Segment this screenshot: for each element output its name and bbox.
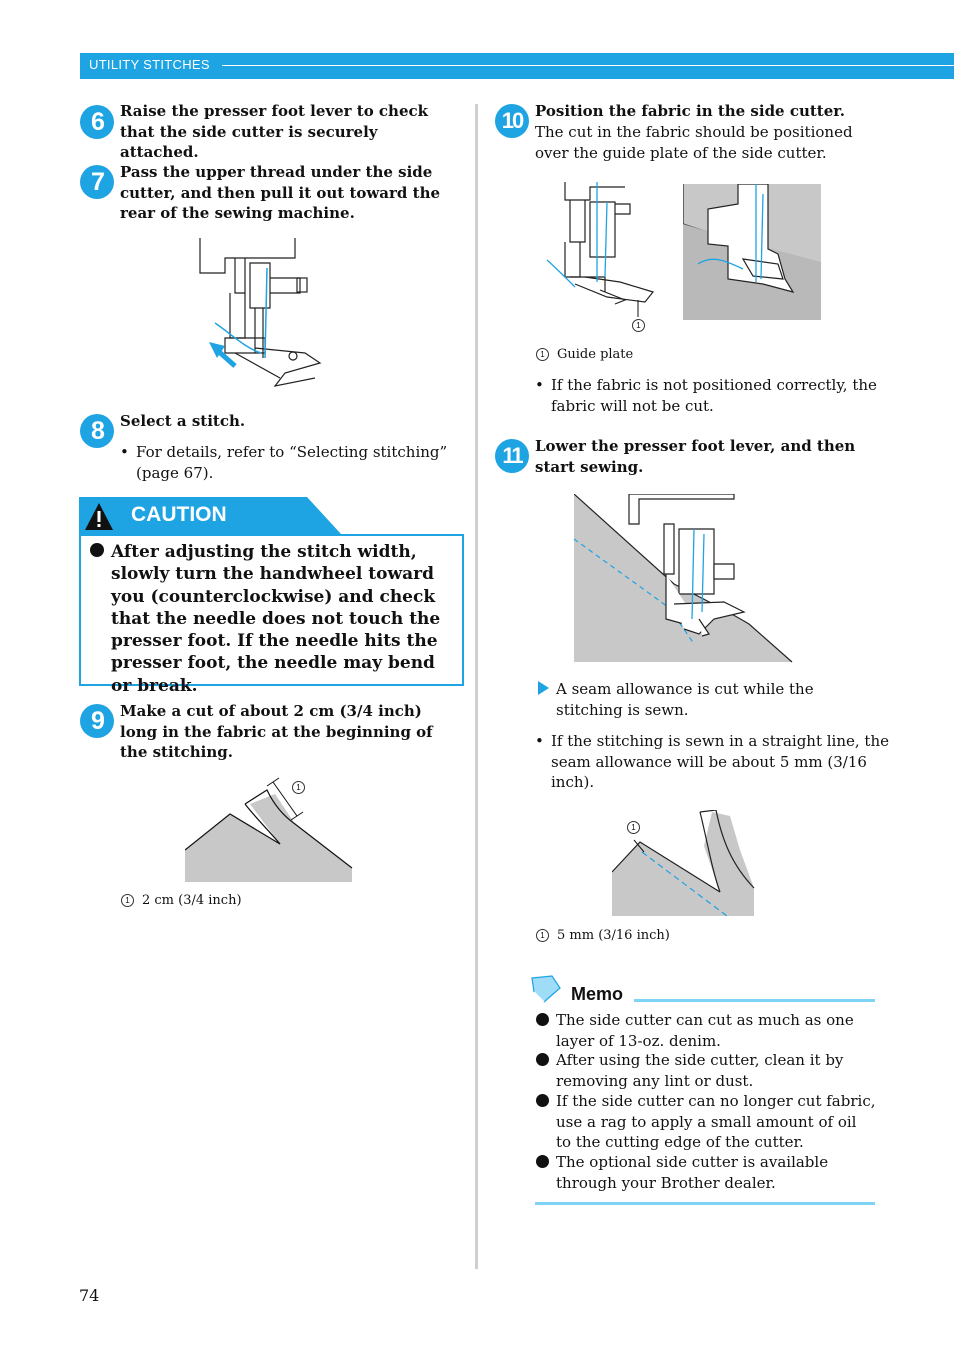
- memo-bullet-icon: [536, 1013, 549, 1026]
- step-7-number: 7: [80, 165, 114, 199]
- step-11-caption: 1 5 mm (3/16 inch): [536, 928, 670, 943]
- fabric-cut-illustration: [185, 772, 355, 884]
- fabric-in-cutter-illustration: [683, 184, 823, 321]
- memo-title-rule: [634, 999, 875, 1002]
- memo-bullet-icon: [536, 1155, 549, 1168]
- column-divider: [475, 104, 478, 1269]
- result-arrow-icon: [538, 681, 549, 695]
- section-title: UTILITY STITCHES: [89, 57, 210, 72]
- step-10-caption: 1 Guide plate: [536, 347, 633, 362]
- step-11-bullet: • If the stitching is sewn in a straight line, the seam allowance will be about 5 mm (3/16 inch).: [535, 731, 891, 793]
- step-7-text: Pass the upper thread under the side cutter, and then pull it out toward the rear of the sewing machine.: [120, 163, 441, 222]
- header-rule: [222, 65, 954, 66]
- sewing-with-cutter-illustration: [574, 494, 794, 664]
- step-10-bullet: • If the fabric is not positioned correctly, the fabric will not be cut.: [535, 375, 891, 416]
- step-10-text: The cut in the fabric should be positioned over the guide plate of the side cutter.: [535, 123, 853, 162]
- memo-bottom-rule: [535, 1202, 875, 1205]
- step-8-number: 8: [80, 414, 114, 448]
- memo-icon: [530, 974, 562, 1004]
- memo-item: The optional side cutter is available through your Brother dealer.: [556, 1153, 829, 1192]
- step-9-callout: 1: [292, 780, 313, 795]
- caution-title: CAUTION: [131, 503, 227, 526]
- caution-text: After adjusting the stitch width, slowly turn the handwheel toward you (counterclockwise) and check that the needle does not touch the presser foot. If the needle hits the presser foot, the needle may bend or break.: [111, 542, 441, 696]
- presser-foot-thread-illustration: [195, 238, 330, 388]
- memo-item: After using the side cutter, clean it by removing any lint or dust.: [556, 1051, 844, 1090]
- caution-bullet-icon: [90, 543, 104, 557]
- page-number: 74: [79, 1286, 100, 1305]
- step-9-text: Make a cut of about 2 cm (3/4 inch) long in the fabric at the beginning of the stitching.: [120, 702, 433, 761]
- step-9-caption: 1 2 cm (3/4 inch): [121, 893, 242, 908]
- step-6-text: Raise the presser foot lever to check that the side cutter is securely attached.: [120, 102, 429, 161]
- memo-item: The side cutter can cut as much as one layer of 13-oz. denim.: [556, 1011, 854, 1050]
- step-11-result: A seam allowance is cut while the stitching is sewn.: [556, 680, 814, 719]
- step-10-title: Position the fabric in the side cutter.: [535, 102, 846, 120]
- step-11-number: 11: [495, 439, 529, 473]
- memo-item: If the side cutter can no longer cut fabric, use a rag to apply a small amount of oil to the cutting edge of the cutter.: [556, 1092, 876, 1151]
- step-11-text: Lower the presser foot lever, and then start sewing.: [535, 437, 856, 476]
- step-9-number: 9: [80, 704, 114, 738]
- guide-plate-illustration: [545, 182, 660, 317]
- step-8-text: Select a stitch.: [120, 412, 246, 430]
- memo-title: Memo: [571, 984, 624, 1004]
- step-10-number: 10: [495, 104, 529, 138]
- step-11-callout: 1: [627, 820, 648, 835]
- memo-bullet-icon: [536, 1094, 549, 1107]
- section-header: [80, 53, 954, 79]
- step-8-bullet: • For details, refer to “Selecting stitching” (page 67).: [120, 442, 476, 483]
- step-6-number: 6: [80, 105, 114, 139]
- memo-bullet-icon: [536, 1053, 549, 1066]
- step-10-callout: 1: [632, 318, 653, 333]
